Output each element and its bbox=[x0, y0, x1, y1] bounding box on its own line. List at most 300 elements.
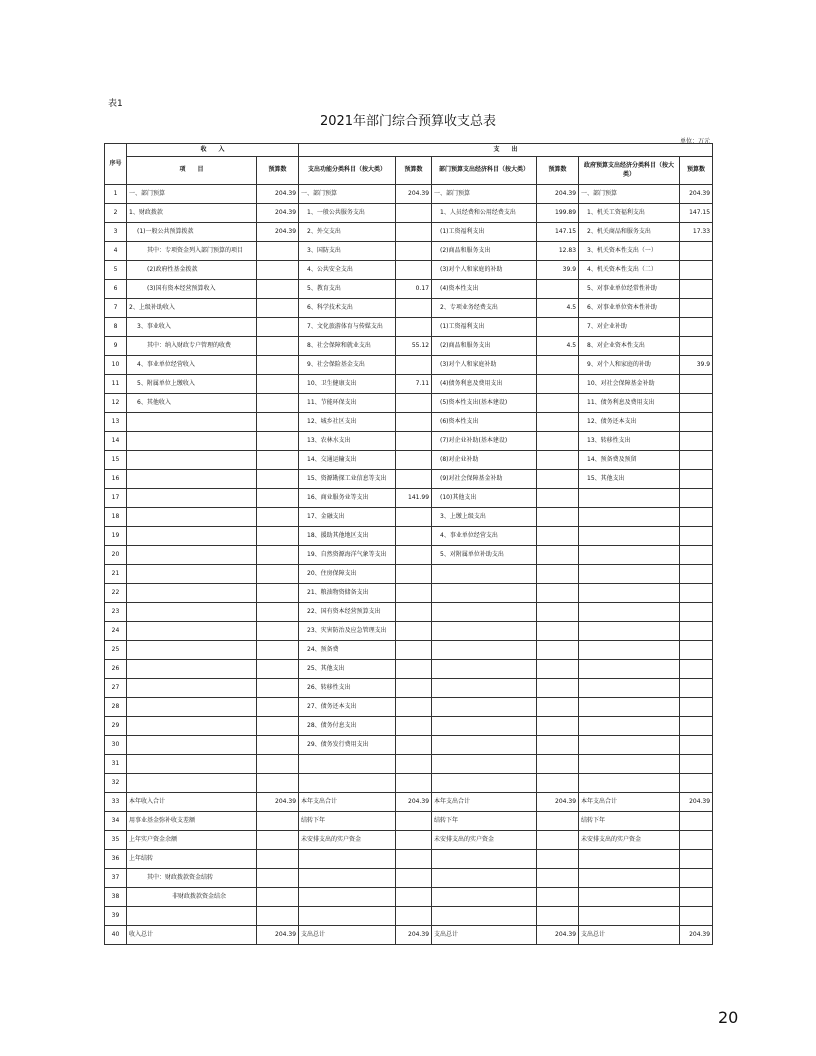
dept-econ-amount-cell bbox=[537, 603, 579, 622]
gov-econ-amount-cell bbox=[680, 280, 713, 299]
table-row bbox=[105, 755, 713, 774]
income-amount-cell bbox=[257, 527, 299, 546]
header-income: 收 入 bbox=[127, 144, 299, 157]
seq-cell: 26 bbox=[105, 660, 127, 679]
func-amount-cell bbox=[396, 432, 432, 451]
dept-econ-amount-cell: 4.5 bbox=[537, 299, 579, 318]
income-amount-cell bbox=[257, 660, 299, 679]
dept-econ-class-cell: 结转下年 bbox=[432, 812, 537, 831]
income-amount-cell bbox=[257, 755, 299, 774]
dept-econ-amount-cell: 199.89 bbox=[537, 204, 579, 223]
gov-econ-class-cell bbox=[579, 755, 680, 774]
table-row bbox=[105, 603, 713, 622]
table-row bbox=[105, 641, 713, 660]
gov-econ-amount-cell bbox=[680, 394, 713, 413]
seq-cell: 5 bbox=[105, 261, 127, 280]
income-amount-cell bbox=[257, 470, 299, 489]
income-amount-cell: 204.39 bbox=[257, 926, 299, 945]
income-item-cell: (1)一般公共预算拨款 bbox=[127, 223, 257, 242]
table-row bbox=[105, 679, 713, 698]
header-dept-econ-class: 部门预算支出经济科目（按大类） bbox=[432, 157, 537, 185]
income-amount-cell: 204.39 bbox=[257, 185, 299, 204]
dept-econ-amount-cell bbox=[537, 432, 579, 451]
income-item-cell bbox=[127, 907, 257, 926]
seq-cell: 20 bbox=[105, 546, 127, 565]
gov-econ-class-cell bbox=[579, 717, 680, 736]
dept-econ-amount-cell bbox=[537, 470, 579, 489]
func-amount-cell bbox=[396, 394, 432, 413]
func-amount-cell bbox=[396, 698, 432, 717]
income-amount-cell: 204.39 bbox=[257, 223, 299, 242]
gov-econ-amount-cell bbox=[680, 641, 713, 660]
table-row bbox=[105, 717, 713, 736]
gov-econ-amount-cell bbox=[680, 603, 713, 622]
dept-econ-amount-cell bbox=[537, 413, 579, 432]
gov-econ-amount-cell: 204.39 bbox=[680, 185, 713, 204]
func-amount-cell: 204.39 bbox=[396, 793, 432, 812]
dept-econ-class-cell bbox=[432, 641, 537, 660]
seq-cell: 12 bbox=[105, 394, 127, 413]
gov-econ-class-cell: 7、对企业补助 bbox=[579, 318, 680, 337]
seq-cell: 4 bbox=[105, 242, 127, 261]
income-item-cell: 用事业基金弥补收支差额 bbox=[127, 812, 257, 831]
func-class-cell: 22、国有资本经营预算支出 bbox=[299, 603, 396, 622]
dept-econ-class-cell bbox=[432, 565, 537, 584]
gov-econ-amount-cell: 39.9 bbox=[680, 356, 713, 375]
func-amount-cell bbox=[396, 888, 432, 907]
table-row bbox=[105, 242, 713, 261]
dept-econ-amount-cell bbox=[537, 375, 579, 394]
seq-cell: 35 bbox=[105, 831, 127, 850]
func-class-cell: 一、部门预算 bbox=[299, 185, 396, 204]
gov-econ-class-cell: 13、转移性支出 bbox=[579, 432, 680, 451]
table-row bbox=[105, 337, 713, 356]
func-class-cell: 15、资源勘探工业信息等支出 bbox=[299, 470, 396, 489]
func-class-cell: 10、卫生健康支出 bbox=[299, 375, 396, 394]
gov-econ-class-cell bbox=[579, 546, 680, 565]
gov-econ-amount-cell bbox=[680, 337, 713, 356]
table-row bbox=[105, 470, 713, 489]
seq-cell: 31 bbox=[105, 755, 127, 774]
dept-econ-class-cell: (3)对个人和家庭补助 bbox=[432, 356, 537, 375]
income-item-cell bbox=[127, 736, 257, 755]
header-income-amount: 预算数 bbox=[257, 157, 299, 185]
income-amount-cell bbox=[257, 318, 299, 337]
gov-econ-amount-cell bbox=[680, 413, 713, 432]
income-item-cell: 其中：纳入财政专户管理的收费 bbox=[127, 337, 257, 356]
dept-econ-amount-cell: 204.39 bbox=[537, 926, 579, 945]
func-class-cell: 20、住房保障支出 bbox=[299, 565, 396, 584]
table-row bbox=[105, 926, 713, 945]
func-amount-cell bbox=[396, 869, 432, 888]
dept-econ-class-cell bbox=[432, 679, 537, 698]
income-amount-cell bbox=[257, 641, 299, 660]
dept-econ-amount-cell bbox=[537, 565, 579, 584]
income-item-cell: 1、财政拨款 bbox=[127, 204, 257, 223]
seq-cell: 18 bbox=[105, 508, 127, 527]
func-amount-cell bbox=[396, 584, 432, 603]
table-row bbox=[105, 375, 713, 394]
gov-econ-class-cell: 15、其他支出 bbox=[579, 470, 680, 489]
dept-econ-class-cell: (7)对企业补助(基本建设) bbox=[432, 432, 537, 451]
gov-econ-class-cell bbox=[579, 869, 680, 888]
func-amount-cell bbox=[396, 641, 432, 660]
gov-econ-class-cell: 5、对事业单位经常性补助 bbox=[579, 280, 680, 299]
seq-cell: 25 bbox=[105, 641, 127, 660]
func-amount-cell bbox=[396, 508, 432, 527]
seq-cell: 36 bbox=[105, 850, 127, 869]
table-row bbox=[105, 831, 713, 850]
gov-econ-amount-cell bbox=[680, 888, 713, 907]
func-amount-cell bbox=[396, 413, 432, 432]
func-class-cell: 6、科学技术支出 bbox=[299, 299, 396, 318]
dept-econ-amount-cell bbox=[537, 907, 579, 926]
func-class-cell: 24、预备费 bbox=[299, 641, 396, 660]
income-amount-cell bbox=[257, 451, 299, 470]
dept-econ-class-cell bbox=[432, 888, 537, 907]
income-amount-cell bbox=[257, 432, 299, 451]
seq-cell: 34 bbox=[105, 812, 127, 831]
income-item-cell: 上年结转 bbox=[127, 850, 257, 869]
func-class-cell: 支出总计 bbox=[299, 926, 396, 945]
func-amount-cell: 7.11 bbox=[396, 375, 432, 394]
table-row bbox=[105, 394, 713, 413]
income-amount-cell: 204.39 bbox=[257, 793, 299, 812]
func-class-cell: 26、转移性支出 bbox=[299, 679, 396, 698]
header-gov-econ-amount: 预算数 bbox=[680, 157, 713, 185]
gov-econ-amount-cell bbox=[680, 242, 713, 261]
dept-econ-class-cell: (4)债务利息及费用支出 bbox=[432, 375, 537, 394]
income-item-cell: (2)政府性基金拨款 bbox=[127, 261, 257, 280]
dept-econ-class-cell bbox=[432, 907, 537, 926]
header-dept-econ-amount: 预算数 bbox=[537, 157, 579, 185]
func-class-cell: 21、粮油物资储备支出 bbox=[299, 584, 396, 603]
gov-econ-amount-cell: 204.39 bbox=[680, 926, 713, 945]
income-amount-cell bbox=[257, 831, 299, 850]
func-amount-cell bbox=[396, 850, 432, 869]
dept-econ-amount-cell bbox=[537, 356, 579, 375]
gov-econ-amount-cell: 147.15 bbox=[680, 204, 713, 223]
func-class-cell: 2、外交支出 bbox=[299, 223, 396, 242]
gov-econ-amount-cell bbox=[680, 261, 713, 280]
seq-cell: 13 bbox=[105, 413, 127, 432]
income-amount-cell bbox=[257, 717, 299, 736]
dept-econ-class-cell bbox=[432, 736, 537, 755]
func-class-cell bbox=[299, 907, 396, 926]
dept-econ-amount-cell bbox=[537, 755, 579, 774]
income-amount-cell bbox=[257, 698, 299, 717]
header-func-amount: 预算数 bbox=[396, 157, 432, 185]
func-class-cell: 11、节能环保支出 bbox=[299, 394, 396, 413]
seq-cell: 21 bbox=[105, 565, 127, 584]
gov-econ-class-cell bbox=[579, 489, 680, 508]
dept-econ-class-cell: (4)资本性支出 bbox=[432, 280, 537, 299]
table-row bbox=[105, 774, 713, 793]
dept-econ-amount-cell bbox=[537, 698, 579, 717]
seq-cell: 37 bbox=[105, 869, 127, 888]
gov-econ-class-cell bbox=[579, 850, 680, 869]
func-amount-cell bbox=[396, 546, 432, 565]
func-amount-cell bbox=[396, 736, 432, 755]
table-row bbox=[105, 888, 713, 907]
dept-econ-class-cell: 4、事业单位经营支出 bbox=[432, 527, 537, 546]
table-row bbox=[105, 280, 713, 299]
dept-econ-amount-cell bbox=[537, 280, 579, 299]
seq-cell: 15 bbox=[105, 451, 127, 470]
gov-econ-amount-cell bbox=[680, 508, 713, 527]
gov-econ-amount-cell bbox=[680, 622, 713, 641]
gov-econ-amount-cell bbox=[680, 299, 713, 318]
table-row bbox=[105, 318, 713, 337]
func-class-cell bbox=[299, 888, 396, 907]
table-row bbox=[105, 508, 713, 527]
header-gov-econ-class: 政府预算支出经济分类科目（按大类） bbox=[579, 157, 680, 185]
income-amount-cell bbox=[257, 413, 299, 432]
dept-econ-amount-cell bbox=[537, 318, 579, 337]
dept-econ-class-cell: 支出总计 bbox=[432, 926, 537, 945]
income-item-cell bbox=[127, 603, 257, 622]
func-class-cell: 23、灾害防治及应急管理支出 bbox=[299, 622, 396, 641]
func-class-cell: 29、债务发行费用支出 bbox=[299, 736, 396, 755]
income-item-cell bbox=[127, 470, 257, 489]
header-func-class: 支出功能分类科目（按大类） bbox=[299, 157, 396, 185]
table-row bbox=[105, 850, 713, 869]
func-class-cell: 3、国防支出 bbox=[299, 242, 396, 261]
dept-econ-class-cell bbox=[432, 622, 537, 641]
func-amount-cell bbox=[396, 755, 432, 774]
income-amount-cell bbox=[257, 242, 299, 261]
income-amount-cell bbox=[257, 337, 299, 356]
dept-econ-amount-cell bbox=[537, 831, 579, 850]
func-class-cell: 27、债务还本支出 bbox=[299, 698, 396, 717]
seq-cell: 32 bbox=[105, 774, 127, 793]
func-amount-cell bbox=[396, 717, 432, 736]
gov-econ-class-cell bbox=[579, 679, 680, 698]
dept-econ-class-cell: (1)工资福利支出 bbox=[432, 318, 537, 337]
gov-econ-class-cell bbox=[579, 698, 680, 717]
document-title: 2021年部门综合预算收支总表 bbox=[319, 114, 497, 129]
gov-econ-amount-cell bbox=[680, 717, 713, 736]
dept-econ-amount-cell: 12.83 bbox=[537, 242, 579, 261]
seq-cell: 24 bbox=[105, 622, 127, 641]
dept-econ-class-cell: (5)资本性支出(基本建设) bbox=[432, 394, 537, 413]
seq-cell: 2 bbox=[105, 204, 127, 223]
func-class-cell: 未安排支出的实户资金 bbox=[299, 831, 396, 850]
dept-econ-class-cell: (2)商品和服务支出 bbox=[432, 242, 537, 261]
gov-econ-class-cell: 支出总计 bbox=[579, 926, 680, 945]
dept-econ-amount-cell bbox=[537, 508, 579, 527]
gov-econ-class-cell: 3、机关资本性支出（一） bbox=[579, 242, 680, 261]
seq-cell: 17 bbox=[105, 489, 127, 508]
income-amount-cell bbox=[257, 603, 299, 622]
income-item-cell: 2、上级补助收入 bbox=[127, 299, 257, 318]
gov-econ-amount-cell bbox=[680, 831, 713, 850]
dept-econ-amount-cell bbox=[537, 774, 579, 793]
income-item-cell bbox=[127, 698, 257, 717]
func-amount-cell bbox=[396, 622, 432, 641]
func-amount-cell bbox=[396, 603, 432, 622]
func-amount-cell bbox=[396, 812, 432, 831]
income-item-cell bbox=[127, 774, 257, 793]
income-item-cell bbox=[127, 451, 257, 470]
gov-econ-amount-cell bbox=[680, 736, 713, 755]
income-amount-cell bbox=[257, 394, 299, 413]
dept-econ-amount-cell bbox=[537, 584, 579, 603]
func-class-cell: 结转下年 bbox=[299, 812, 396, 831]
income-amount-cell bbox=[257, 907, 299, 926]
dept-econ-amount-cell bbox=[537, 394, 579, 413]
income-amount-cell bbox=[257, 584, 299, 603]
gov-econ-amount-cell bbox=[680, 812, 713, 831]
func-class-cell: 28、债务付息支出 bbox=[299, 717, 396, 736]
func-amount-cell bbox=[396, 774, 432, 793]
dept-econ-class-cell: 2、专项业务经费支出 bbox=[432, 299, 537, 318]
gov-econ-amount-cell bbox=[680, 698, 713, 717]
dept-econ-class-cell bbox=[432, 869, 537, 888]
dept-econ-amount-cell bbox=[537, 850, 579, 869]
func-class-cell: 4、公共安全支出 bbox=[299, 261, 396, 280]
table-row bbox=[105, 432, 713, 451]
gov-econ-class-cell bbox=[579, 641, 680, 660]
dept-econ-amount-cell bbox=[537, 888, 579, 907]
table-row bbox=[105, 527, 713, 546]
header-expense: 支 出 bbox=[299, 144, 713, 157]
gov-econ-amount-cell bbox=[680, 679, 713, 698]
gov-econ-amount-cell bbox=[680, 489, 713, 508]
income-amount-cell bbox=[257, 888, 299, 907]
table-row bbox=[105, 869, 713, 888]
income-item-cell: 收入总计 bbox=[127, 926, 257, 945]
seq-cell: 39 bbox=[105, 907, 127, 926]
dept-econ-class-cell: 一、部门预算 bbox=[432, 185, 537, 204]
seq-cell: 7 bbox=[105, 299, 127, 318]
income-amount-cell bbox=[257, 546, 299, 565]
dept-econ-amount-cell bbox=[537, 622, 579, 641]
dept-econ-class-cell: 5、对附属单位补助支出 bbox=[432, 546, 537, 565]
gov-econ-class-cell: 未安排支出的实户资金 bbox=[579, 831, 680, 850]
dept-econ-class-cell: (1)工资福利支出 bbox=[432, 223, 537, 242]
income-item-cell bbox=[127, 679, 257, 698]
gov-econ-class-cell bbox=[579, 907, 680, 926]
gov-econ-class-cell: 1、机关工资福利支出 bbox=[579, 204, 680, 223]
dept-econ-amount-cell: 147.15 bbox=[537, 223, 579, 242]
func-class-cell: 18、援助其他地区支出 bbox=[299, 527, 396, 546]
seq-cell: 8 bbox=[105, 318, 127, 337]
table-row bbox=[105, 204, 713, 223]
income-amount-cell: 204.39 bbox=[257, 204, 299, 223]
gov-econ-amount-cell bbox=[680, 375, 713, 394]
table-row bbox=[105, 546, 713, 565]
dept-econ-amount-cell bbox=[537, 812, 579, 831]
gov-econ-class-cell: 11、债务利息及费用支出 bbox=[579, 394, 680, 413]
income-item-cell bbox=[127, 546, 257, 565]
func-class-cell: 7、文化旅游体育与传媒支出 bbox=[299, 318, 396, 337]
seq-cell: 14 bbox=[105, 432, 127, 451]
func-amount-cell: 204.39 bbox=[396, 185, 432, 204]
table-row bbox=[105, 622, 713, 641]
dept-econ-class-cell bbox=[432, 698, 537, 717]
income-amount-cell bbox=[257, 812, 299, 831]
func-amount-cell bbox=[396, 261, 432, 280]
gov-econ-class-cell bbox=[579, 508, 680, 527]
func-amount-cell bbox=[396, 451, 432, 470]
dept-econ-class-cell bbox=[432, 850, 537, 869]
func-amount-cell bbox=[396, 831, 432, 850]
func-class-cell bbox=[299, 755, 396, 774]
income-item-cell: 3、事业收入 bbox=[127, 318, 257, 337]
table-row bbox=[105, 356, 713, 375]
dept-econ-amount-cell bbox=[537, 489, 579, 508]
gov-econ-amount-cell bbox=[680, 318, 713, 337]
dept-econ-class-cell bbox=[432, 774, 537, 793]
gov-econ-class-cell: 一、部门预算 bbox=[579, 185, 680, 204]
seq-cell: 40 bbox=[105, 926, 127, 945]
income-amount-cell bbox=[257, 299, 299, 318]
func-amount-cell: 0.17 bbox=[396, 280, 432, 299]
gov-econ-class-cell bbox=[579, 527, 680, 546]
income-item-cell bbox=[127, 489, 257, 508]
gov-econ-class-cell bbox=[579, 565, 680, 584]
dept-econ-class-cell: (9)对社会保障基金补助 bbox=[432, 470, 537, 489]
func-amount-cell bbox=[396, 204, 432, 223]
gov-econ-amount-cell: 204.39 bbox=[680, 793, 713, 812]
dept-econ-amount-cell: 204.39 bbox=[537, 793, 579, 812]
func-class-cell bbox=[299, 774, 396, 793]
table-label: 表1 bbox=[108, 99, 123, 109]
seq-cell: 38 bbox=[105, 888, 127, 907]
table-row bbox=[105, 223, 713, 242]
income-amount-cell bbox=[257, 280, 299, 299]
dept-econ-class-cell bbox=[432, 603, 537, 622]
income-amount-cell bbox=[257, 850, 299, 869]
func-class-cell: 17、金融支出 bbox=[299, 508, 396, 527]
gov-econ-class-cell bbox=[579, 622, 680, 641]
gov-econ-amount-cell bbox=[680, 755, 713, 774]
func-amount-cell: 55.12 bbox=[396, 337, 432, 356]
gov-econ-class-cell bbox=[579, 584, 680, 603]
func-amount-cell bbox=[396, 907, 432, 926]
income-item-cell bbox=[127, 641, 257, 660]
gov-econ-class-cell: 2、机关商品和服务支出 bbox=[579, 223, 680, 242]
income-amount-cell bbox=[257, 356, 299, 375]
dept-econ-class-cell bbox=[432, 717, 537, 736]
income-item-cell bbox=[127, 622, 257, 641]
dept-econ-class-cell: (2)商品和服务支出 bbox=[432, 337, 537, 356]
func-class-cell: 25、其他支出 bbox=[299, 660, 396, 679]
gov-econ-amount-cell bbox=[680, 869, 713, 888]
func-amount-cell bbox=[396, 470, 432, 489]
gov-econ-class-cell: 12、债务还本支出 bbox=[579, 413, 680, 432]
table-row bbox=[105, 793, 713, 812]
func-class-cell: 16、商业服务业等支出 bbox=[299, 489, 396, 508]
dept-econ-class-cell: (10)其他支出 bbox=[432, 489, 537, 508]
func-amount-cell bbox=[396, 527, 432, 546]
gov-econ-class-cell: 14、预备费及预留 bbox=[579, 451, 680, 470]
gov-econ-amount-cell bbox=[680, 546, 713, 565]
gov-econ-class-cell bbox=[579, 888, 680, 907]
func-class-cell bbox=[299, 869, 396, 888]
table-row bbox=[105, 698, 713, 717]
table-row bbox=[105, 489, 713, 508]
func-amount-cell bbox=[396, 299, 432, 318]
seq-cell: 9 bbox=[105, 337, 127, 356]
seq-cell: 22 bbox=[105, 584, 127, 603]
func-amount-cell bbox=[396, 565, 432, 584]
dept-econ-amount-cell: 4.5 bbox=[537, 337, 579, 356]
income-item-cell bbox=[127, 527, 257, 546]
seq-cell: 23 bbox=[105, 603, 127, 622]
seq-cell: 3 bbox=[105, 223, 127, 242]
